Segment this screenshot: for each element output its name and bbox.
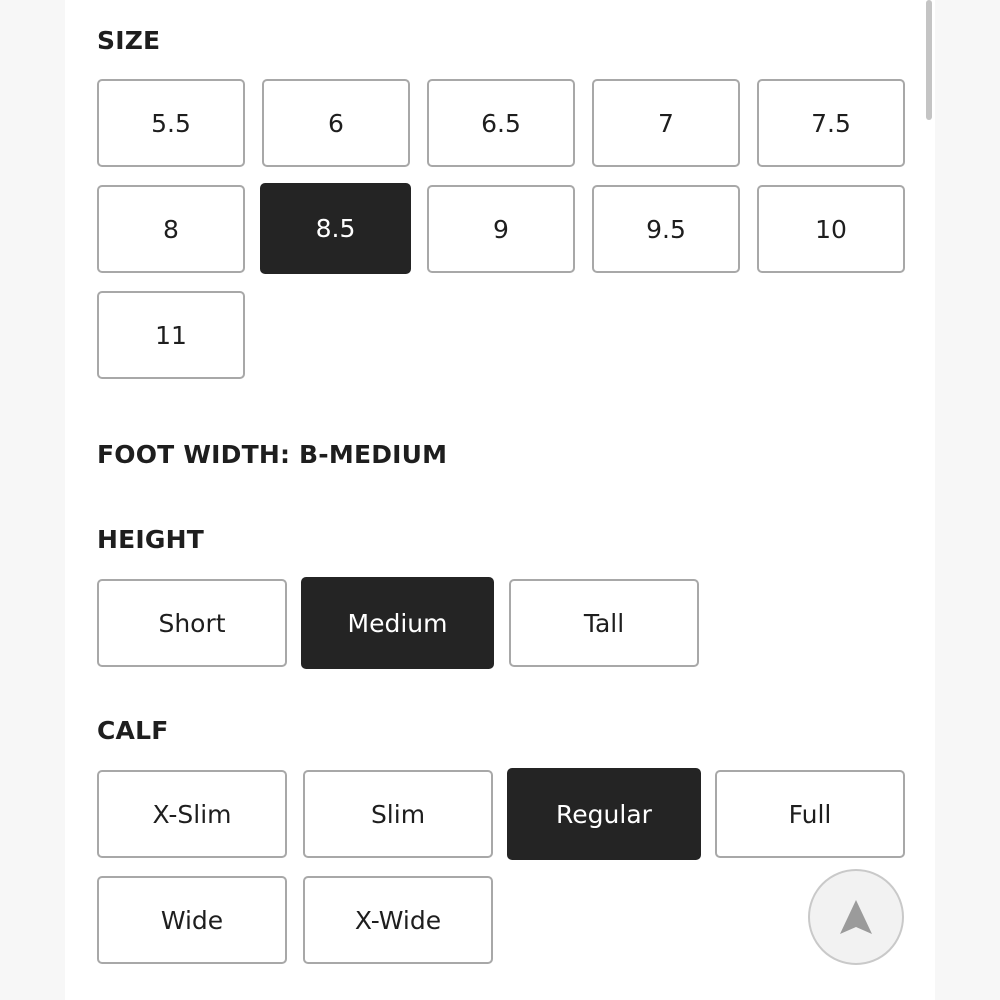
size-option-10[interactable]: 10 xyxy=(757,185,905,273)
scroll-to-top-button[interactable] xyxy=(808,869,904,965)
size-option-6-5[interactable]: 6.5 xyxy=(427,79,575,167)
height-heading: HEIGHT xyxy=(97,525,204,554)
foot-width-label: FOOT WIDTH: B-MEDIUM xyxy=(97,440,448,469)
calf-option-regular[interactable]: Regular xyxy=(507,768,701,860)
calf-option-x-wide[interactable]: X-Wide xyxy=(303,876,493,964)
size-option-5-5[interactable]: 5.5 xyxy=(97,79,245,167)
calf-option-full[interactable]: Full xyxy=(715,770,905,858)
scrollbar-thumb[interactable] xyxy=(926,0,932,120)
size-heading: SIZE xyxy=(97,26,161,55)
height-option-short[interactable]: Short xyxy=(97,579,287,667)
height-option-medium[interactable]: Medium xyxy=(301,577,494,669)
size-option-8[interactable]: 8 xyxy=(97,185,245,273)
scrollbar-track[interactable] xyxy=(923,0,933,1000)
calf-option-wide[interactable]: Wide xyxy=(97,876,287,964)
size-option-11[interactable]: 11 xyxy=(97,291,245,379)
calf-option-x-slim[interactable]: X-Slim xyxy=(97,770,287,858)
size-option-9[interactable]: 9 xyxy=(427,185,575,273)
arrow-up-icon xyxy=(836,897,876,937)
size-option-6[interactable]: 6 xyxy=(262,79,410,167)
size-option-7-5[interactable]: 7.5 xyxy=(757,79,905,167)
calf-heading: CALF xyxy=(97,716,169,745)
size-option-8-5[interactable]: 8.5 xyxy=(260,183,411,274)
height-option-tall[interactable]: Tall xyxy=(509,579,699,667)
calf-option-slim[interactable]: Slim xyxy=(303,770,493,858)
size-option-9-5[interactable]: 9.5 xyxy=(592,185,740,273)
size-option-7[interactable]: 7 xyxy=(592,79,740,167)
